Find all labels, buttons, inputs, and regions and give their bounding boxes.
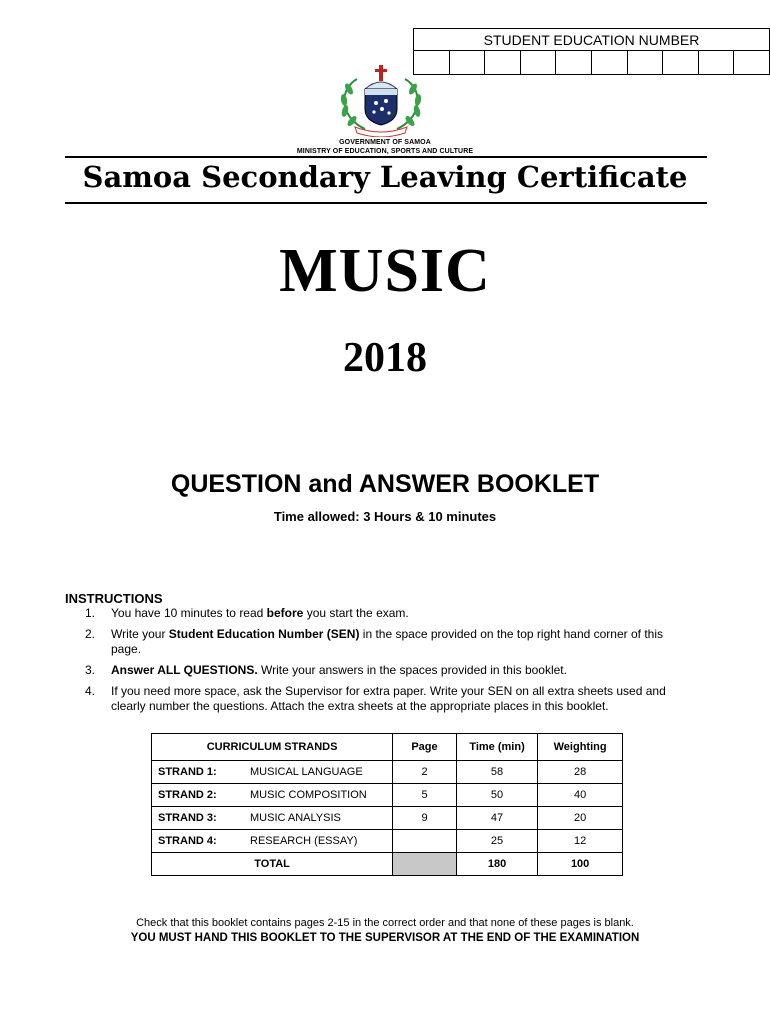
- sen-digit-cell[interactable]: [628, 51, 664, 75]
- instruction-text-part: Write your answers in the spaces provided in this booklet.: [257, 663, 567, 677]
- header-weighting: Weighting: [538, 734, 623, 761]
- strand-id: STRAND 4:: [158, 835, 217, 847]
- header-strands: CURRICULUM STRANDS: [152, 734, 393, 761]
- sen-digit-cell[interactable]: [592, 51, 628, 75]
- instruction-text-part: You have 10 minutes to read: [111, 606, 267, 620]
- strand-cell: [152, 761, 393, 784]
- exam-year: 2018: [343, 335, 427, 381]
- header-time: Time (min): [456, 734, 537, 761]
- curriculum-strands-table: [151, 733, 623, 876]
- instruction-number: 1.: [85, 606, 96, 620]
- page-cell: 9: [393, 807, 457, 830]
- instruction-text-part: you start the exam.: [303, 606, 409, 620]
- subject-title: MUSIC: [279, 237, 491, 305]
- time-cell: 47: [456, 807, 537, 830]
- sen-title: STUDENT EDUCATION NUMBER: [414, 29, 769, 51]
- table-row: [152, 784, 623, 807]
- instruction-number: 4.: [85, 684, 96, 698]
- sen-digit-cell[interactable]: [699, 51, 735, 75]
- instruction-text-part: If you need more space, ask the Supervisor for extra paper. Write your SEN on all extra sheets used and clearly number the questions. Attach the extra sheets at the appropriate places in this booklet.: [111, 684, 666, 713]
- total-label: TOTAL: [152, 853, 393, 876]
- instruction-text-part: Answer ALL QUESTIONS.: [111, 663, 258, 677]
- government-label: GOVERNMENT OF SAMOA: [339, 139, 431, 146]
- weighting-cell: 12: [538, 830, 623, 853]
- weighting-cell: 28: [538, 761, 623, 784]
- instruction-item: [85, 627, 695, 657]
- instruction-text-part: before: [266, 606, 304, 620]
- instruction-text: [111, 606, 409, 621]
- sen-digit-cell[interactable]: [450, 51, 486, 75]
- instruction-number: 2.: [85, 627, 96, 641]
- time-cell: 50: [456, 784, 537, 807]
- instructions-heading: INSTRUCTIONS: [65, 591, 163, 606]
- page-cell: 2: [393, 761, 457, 784]
- table-row: [152, 830, 623, 853]
- instruction-number: 3.: [85, 663, 96, 677]
- strand-name: MUSICAL LANGUAGE: [250, 766, 363, 778]
- time-cell: 58: [456, 761, 537, 784]
- strand-name: MUSIC ANALYSIS: [250, 812, 341, 824]
- total-time: 180: [456, 853, 537, 876]
- instruction-item: [85, 684, 695, 714]
- hand-in-notice: YOU MUST HAND THIS BOOKLET TO THE SUPERVISOR AT THE END OF THE EXAMINATION: [130, 932, 640, 944]
- total-weighting: 100: [538, 853, 623, 876]
- strand-id: STRAND 2:: [158, 789, 217, 801]
- weighting-cell: 20: [538, 807, 623, 830]
- instruction-text-part: Write your: [111, 627, 169, 641]
- page-cell: [393, 830, 457, 853]
- weighting-cell: 40: [538, 784, 623, 807]
- certificate-title: Samoa Secondary Leaving Certificate: [82, 160, 688, 194]
- ministry-label: MINISTRY OF EDUCATION, SPORTS AND CULTURE: [296, 148, 474, 155]
- sen-digit-cell[interactable]: [485, 51, 521, 75]
- instruction-text-part: Student Education Number (SEN): [168, 627, 360, 641]
- booklet-title: QUESTION and ANSWER BOOKLET: [170, 470, 600, 498]
- time-cell: 25: [456, 830, 537, 853]
- instruction-item: [85, 663, 695, 678]
- total-page-shaded: [393, 853, 457, 876]
- table-header-row: [152, 734, 623, 761]
- check-pages-note: Check that this booklet contains pages 2-15 in the correct order and that none of these pages is blank.: [136, 917, 634, 929]
- instruction-item: [85, 606, 695, 621]
- page-cell: 5: [393, 784, 457, 807]
- instruction-text: [111, 627, 695, 657]
- table-row: [152, 761, 623, 784]
- sen-digit-cell[interactable]: [734, 51, 769, 75]
- instruction-text-part: in the space provided on the top right hand corner of this page.: [111, 627, 663, 656]
- instructions-list: [85, 606, 695, 720]
- sen-digit-cell[interactable]: [663, 51, 699, 75]
- sen-box: [413, 28, 770, 75]
- strand-id: STRAND 3:: [158, 812, 217, 824]
- sen-digit-cell[interactable]: [556, 51, 592, 75]
- sen-cells: [414, 51, 769, 75]
- bottom-rule: [65, 202, 707, 204]
- sen-digit-cell[interactable]: [521, 51, 557, 75]
- strand-name: MUSIC COMPOSITION: [250, 789, 367, 801]
- header-page: Page: [393, 734, 457, 761]
- top-rule: [65, 156, 707, 158]
- table-row: [152, 807, 623, 830]
- strand-cell: [152, 784, 393, 807]
- strand-id: STRAND 1:: [158, 766, 217, 778]
- strand-cell: [152, 807, 393, 830]
- instruction-text: [111, 684, 695, 714]
- instruction-text: [111, 663, 567, 678]
- strand-name: RESEARCH (ESSAY): [250, 835, 358, 847]
- samoa-crest-logo: [335, 65, 427, 137]
- strand-cell: [152, 830, 393, 853]
- total-row: [152, 853, 623, 876]
- time-allowed: Time allowed: 3 Hours & 10 minutes: [273, 509, 497, 524]
